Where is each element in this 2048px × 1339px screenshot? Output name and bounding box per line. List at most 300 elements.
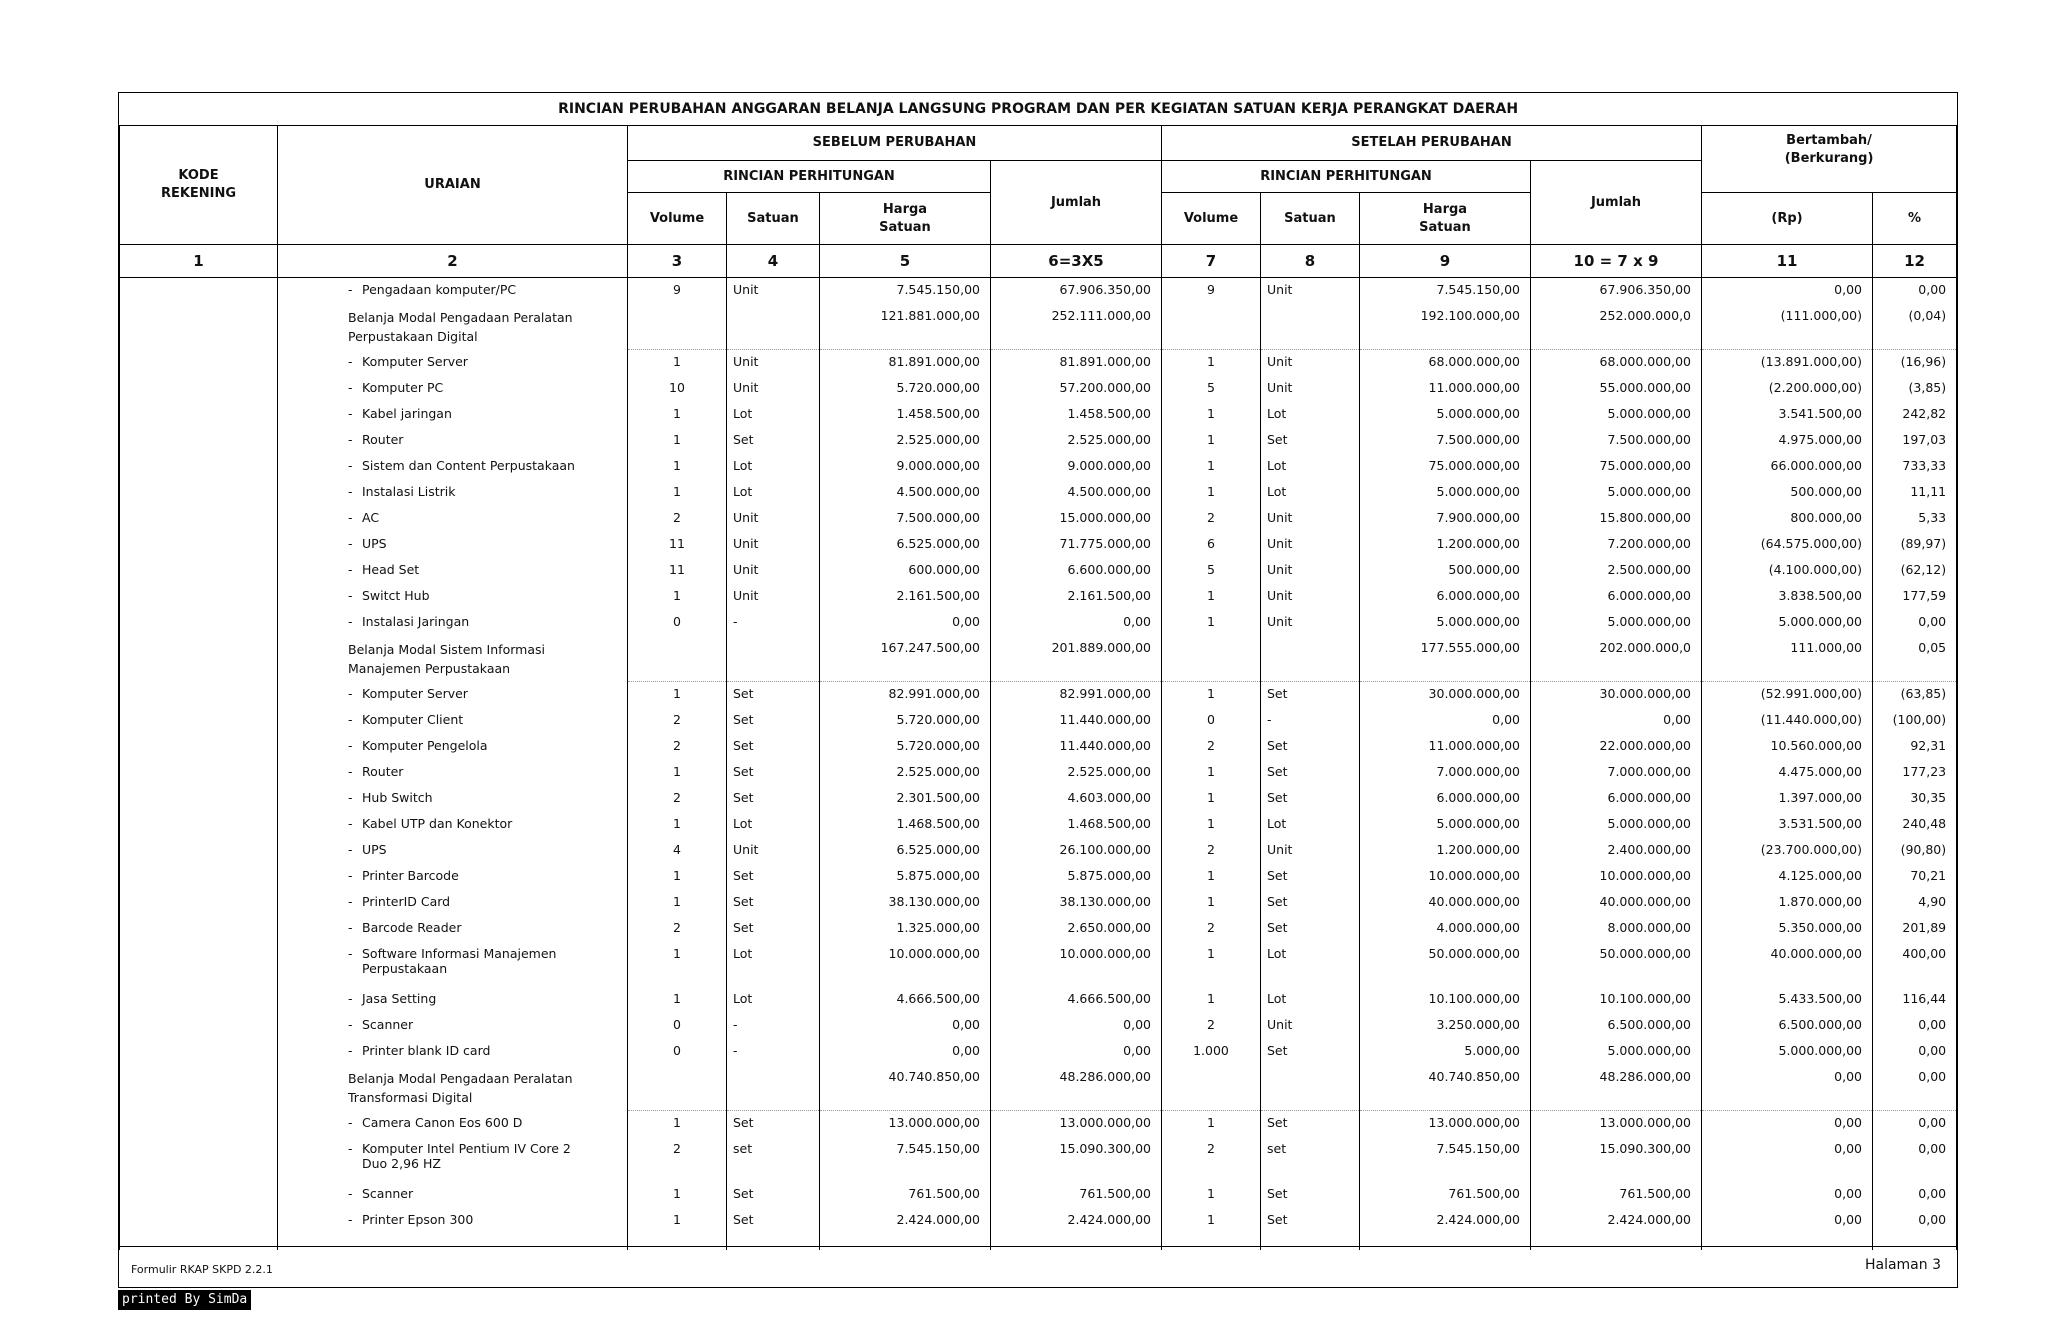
- harga-before-cell: 10.000.000,00: [820, 942, 991, 987]
- harga-before-cell: 5.720.000,00: [820, 734, 991, 760]
- group-label: Belanja Modal Pengadaan Peralatan Transformasi Digital: [348, 1071, 573, 1105]
- volume-after-cell: [1162, 636, 1261, 682]
- bullet-dash: -: [348, 894, 353, 909]
- uraian-cell: [278, 864, 628, 890]
- header-harga-setelah: Harga Satuan: [1360, 193, 1531, 245]
- satuan-before-cell: Unit: [727, 350, 820, 377]
- kode-cell: [120, 838, 278, 864]
- bullet-dash: -: [348, 380, 353, 395]
- table-body: [120, 278, 1957, 1251]
- satuan-after-cell: Lot: [1261, 454, 1360, 480]
- harga-before-cell: 0,00: [820, 610, 991, 636]
- table-row: [120, 610, 1957, 636]
- satuan-after-cell: Unit: [1261, 532, 1360, 558]
- bullet-dash: -: [348, 946, 353, 961]
- selisih-pct-cell: 177,59: [1873, 584, 1957, 610]
- volume-after-cell: 6: [1162, 532, 1261, 558]
- group-row: [120, 636, 1957, 682]
- kode-cell: [120, 1111, 278, 1138]
- uraian-cell: [278, 480, 628, 506]
- volume-after-cell: 1: [1162, 760, 1261, 786]
- satuan-before-cell: [727, 304, 820, 350]
- kode-cell: [120, 532, 278, 558]
- harga-before-cell: 6.525.000,00: [820, 838, 991, 864]
- volume-before-cell: 1: [628, 454, 727, 480]
- volume-before-cell: 1: [628, 760, 727, 786]
- uraian-cell: [278, 428, 628, 454]
- header-satuan-setelah: Satuan: [1261, 193, 1360, 245]
- satuan-after-cell: Lot: [1261, 942, 1360, 987]
- satuan-after-cell: [1261, 304, 1360, 350]
- bullet-dash: -: [348, 790, 353, 805]
- column-number: 9: [1360, 245, 1531, 278]
- uraian-cell: [278, 812, 628, 838]
- selisih-pct-cell: 0,00: [1873, 1013, 1957, 1039]
- jumlah-after-cell: 15.090.300,00: [1531, 1137, 1702, 1182]
- selisih-rp-cell: (4.100.000,00): [1702, 558, 1873, 584]
- bullet-dash: -: [348, 991, 353, 1006]
- volume-after-cell: 1: [1162, 428, 1261, 454]
- harga-after-cell: 50.000.000,00: [1360, 942, 1531, 987]
- item-label: Komputer Client: [362, 712, 464, 727]
- selisih-pct-cell: 0,00: [1873, 1182, 1957, 1208]
- jumlah-before-cell: 0,00: [991, 1039, 1162, 1065]
- jumlah-after-cell: 2.424.000,00: [1531, 1208, 1702, 1234]
- table-row: [120, 1039, 1957, 1065]
- kode-cell: [120, 1065, 278, 1111]
- selisih-pct-cell: 400,00: [1873, 942, 1957, 987]
- harga-after-cell: 761.500,00: [1360, 1182, 1531, 1208]
- bullet-dash: -: [348, 282, 353, 297]
- item-label: Printer Epson 300: [362, 1212, 474, 1227]
- volume-before-cell: 1: [628, 402, 727, 428]
- jumlah-before-cell: 26.100.000,00: [991, 838, 1162, 864]
- jumlah-before-cell: 6.600.000,00: [991, 558, 1162, 584]
- uraian-cell: [278, 304, 628, 350]
- jumlah-before-cell: 9.000.000,00: [991, 454, 1162, 480]
- harga-before-cell: 9.000.000,00: [820, 454, 991, 480]
- satuan-before-cell: Set: [727, 682, 820, 709]
- table-row: [120, 1182, 1957, 1208]
- satuan-before-cell: Lot: [727, 454, 820, 480]
- harga-before-cell: 6.525.000,00: [820, 532, 991, 558]
- harga-before-cell: 2.525.000,00: [820, 428, 991, 454]
- selisih-pct-cell: 0,05: [1873, 636, 1957, 682]
- selisih-pct-cell: 240,48: [1873, 812, 1957, 838]
- column-number: 10 = 7 x 9: [1531, 245, 1702, 278]
- harga-before-cell: 2.525.000,00: [820, 760, 991, 786]
- kode-cell: [120, 454, 278, 480]
- table-row: [120, 864, 1957, 890]
- satuan-after-cell: Unit: [1261, 506, 1360, 532]
- bullet-dash: -: [348, 432, 353, 447]
- satuan-before-cell: -: [727, 1039, 820, 1065]
- jumlah-before-cell: 4.603.000,00: [991, 786, 1162, 812]
- satuan-after-cell: Set: [1261, 1208, 1360, 1234]
- volume-after-cell: 2: [1162, 838, 1261, 864]
- uraian-cell: [278, 558, 628, 584]
- harga-before-cell: 7.545.150,00: [820, 1137, 991, 1182]
- kode-cell: [120, 636, 278, 682]
- satuan-after-cell: Set: [1261, 682, 1360, 709]
- harga-after-cell: 13.000.000,00: [1360, 1111, 1531, 1138]
- harga-after-cell: 7.545.150,00: [1360, 1137, 1531, 1182]
- satuan-after-cell: Unit: [1261, 558, 1360, 584]
- selisih-rp-cell: 5.000.000,00: [1702, 1039, 1873, 1065]
- harga-before-cell: 600.000,00: [820, 558, 991, 584]
- volume-before-cell: 0: [628, 610, 727, 636]
- harga-after-cell: 40.740.850,00: [1360, 1065, 1531, 1111]
- uraian-cell: [278, 350, 628, 377]
- table-row: [120, 734, 1957, 760]
- selisih-pct-cell: 116,44: [1873, 987, 1957, 1013]
- table-row: [120, 760, 1957, 786]
- volume-after-cell: 1: [1162, 682, 1261, 709]
- header-sebelum: SEBELUM PERUBAHAN: [628, 126, 1162, 161]
- jumlah-after-cell: 5.000.000,00: [1531, 812, 1702, 838]
- volume-after-cell: 1: [1162, 454, 1261, 480]
- table-row: [120, 376, 1957, 402]
- jumlah-after-cell: 6.000.000,00: [1531, 584, 1702, 610]
- item-label: Kabel UTP dan Konektor: [362, 816, 513, 831]
- volume-before-cell: 2: [628, 708, 727, 734]
- column-number: 6=3X5: [991, 245, 1162, 278]
- selisih-pct-cell: 242,82: [1873, 402, 1957, 428]
- header-bertambah: Bertambah/ (Berkurang): [1702, 126, 1957, 193]
- bullet-dash: -: [348, 842, 353, 857]
- satuan-before-cell: [727, 636, 820, 682]
- satuan-before-cell: Set: [727, 428, 820, 454]
- jumlah-after-cell: 5.000.000,00: [1531, 1039, 1702, 1065]
- table-row: [120, 584, 1957, 610]
- kode-cell: [120, 402, 278, 428]
- kode-cell: [120, 610, 278, 636]
- kode-cell: [120, 1137, 278, 1182]
- kode-cell: [120, 428, 278, 454]
- harga-after-cell: 5.000.000,00: [1360, 402, 1531, 428]
- harga-before-cell: 2.424.000,00: [820, 1208, 991, 1234]
- header-volume-sebelum: Volume: [628, 193, 727, 245]
- selisih-rp-cell: 0,00: [1702, 278, 1873, 305]
- volume-after-cell: 1: [1162, 584, 1261, 610]
- volume-before-cell: 0: [628, 1013, 727, 1039]
- item-label: Hub Switch: [362, 790, 433, 805]
- satuan-after-cell: Unit: [1261, 278, 1360, 305]
- kode-cell: [120, 350, 278, 377]
- header-satuan-sebelum: Satuan: [727, 193, 820, 245]
- uraian-cell: [278, 1013, 628, 1039]
- group-label: Belanja Modal Sistem Informasi Manajemen Perpustakaan: [348, 642, 545, 676]
- uraian-cell: [278, 1208, 628, 1234]
- jumlah-before-cell: 81.891.000,00: [991, 350, 1162, 377]
- kode-cell: [120, 376, 278, 402]
- table-row: [120, 350, 1957, 377]
- satuan-after-cell: Set: [1261, 890, 1360, 916]
- harga-before-cell: 1.458.500,00: [820, 402, 991, 428]
- selisih-rp-cell: 3.531.500,00: [1702, 812, 1873, 838]
- selisih-rp-cell: (111.000,00): [1702, 304, 1873, 350]
- jumlah-before-cell: 4.666.500,00: [991, 987, 1162, 1013]
- table-row: [120, 558, 1957, 584]
- satuan-after-cell: Set: [1261, 760, 1360, 786]
- satuan-before-cell: Set: [727, 734, 820, 760]
- item-label: Instalasi Listrik: [362, 484, 456, 499]
- table-row: [120, 278, 1957, 305]
- jumlah-before-cell: 38.130.000,00: [991, 890, 1162, 916]
- selisih-pct-cell: 70,21: [1873, 864, 1957, 890]
- selisih-rp-cell: 3.541.500,00: [1702, 402, 1873, 428]
- selisih-rp-cell: 5.000.000,00: [1702, 610, 1873, 636]
- jumlah-after-cell: 5.000.000,00: [1531, 610, 1702, 636]
- harga-after-cell: 500.000,00: [1360, 558, 1531, 584]
- satuan-before-cell: Set: [727, 916, 820, 942]
- selisih-rp-cell: 0,00: [1702, 1111, 1873, 1138]
- satuan-after-cell: Lot: [1261, 480, 1360, 506]
- jumlah-before-cell: 1.458.500,00: [991, 402, 1162, 428]
- bullet-dash: -: [348, 353, 353, 369]
- satuan-before-cell: Set: [727, 1182, 820, 1208]
- volume-before-cell: 4: [628, 838, 727, 864]
- jumlah-after-cell: 67.906.350,00: [1531, 278, 1702, 305]
- bullet-dash: -: [348, 1212, 353, 1227]
- kode-cell: [120, 304, 278, 350]
- table-row: [120, 942, 1957, 987]
- selisih-pct-cell: 5,33: [1873, 506, 1957, 532]
- jumlah-after-cell: 7.200.000,00: [1531, 532, 1702, 558]
- volume-before-cell: 2: [628, 506, 727, 532]
- group-row: [120, 1065, 1957, 1111]
- harga-before-cell: 40.740.850,00: [820, 1065, 991, 1111]
- item-label: Camera Canon Eos 600 D: [362, 1114, 523, 1130]
- volume-before-cell: 2: [628, 1137, 727, 1182]
- header-pct: %: [1873, 193, 1957, 245]
- volume-after-cell: 1: [1162, 942, 1261, 987]
- harga-after-cell: 5.000,00: [1360, 1039, 1531, 1065]
- harga-after-cell: 2.424.000,00: [1360, 1208, 1531, 1234]
- selisih-rp-cell: 6.500.000,00: [1702, 1013, 1873, 1039]
- volume-before-cell: 0: [628, 1039, 727, 1065]
- selisih-rp-cell: 1.397.000,00: [1702, 786, 1873, 812]
- volume-before-cell: 1: [628, 1182, 727, 1208]
- volume-after-cell: 0: [1162, 708, 1261, 734]
- jumlah-before-cell: 15.090.300,00: [991, 1137, 1162, 1182]
- jumlah-after-cell: 7.000.000,00: [1531, 760, 1702, 786]
- volume-after-cell: 1: [1162, 350, 1261, 377]
- harga-after-cell: 68.000.000,00: [1360, 350, 1531, 377]
- item-label: Printer Barcode: [362, 868, 459, 883]
- volume-after-cell: 1.000: [1162, 1039, 1261, 1065]
- table-row: [120, 890, 1957, 916]
- table-row: [120, 428, 1957, 454]
- selisih-pct-cell: (100,00): [1873, 708, 1957, 734]
- selisih-pct-cell: 0,00: [1873, 1111, 1957, 1138]
- satuan-before-cell: Set: [727, 708, 820, 734]
- volume-after-cell: 1: [1162, 890, 1261, 916]
- jumlah-after-cell: 10.100.000,00: [1531, 987, 1702, 1013]
- jumlah-after-cell: 2.400.000,00: [1531, 838, 1702, 864]
- table-row: [120, 682, 1957, 709]
- selisih-rp-cell: (2.200.000,00): [1702, 376, 1873, 402]
- kode-cell: [120, 786, 278, 812]
- uraian-cell: [278, 942, 628, 987]
- kode-cell: [120, 916, 278, 942]
- volume-after-cell: 1: [1162, 987, 1261, 1013]
- selisih-rp-cell: (13.891.000,00): [1702, 350, 1873, 377]
- harga-before-cell: 4.500.000,00: [820, 480, 991, 506]
- harga-after-cell: 7.000.000,00: [1360, 760, 1531, 786]
- uraian-cell: [278, 454, 628, 480]
- table-row: [120, 708, 1957, 734]
- satuan-before-cell: Set: [727, 864, 820, 890]
- column-number: 3: [628, 245, 727, 278]
- jumlah-before-cell: 0,00: [991, 610, 1162, 636]
- satuan-before-cell: Set: [727, 1208, 820, 1234]
- header-rincian-sebelum: RINCIAN PERHITUNGAN: [628, 161, 991, 193]
- page-footer: [119, 1246, 1957, 1287]
- table-row: [120, 1111, 1957, 1138]
- item-label: Sistem dan Content Perpustakaan: [362, 458, 575, 473]
- satuan-before-cell: Unit: [727, 838, 820, 864]
- satuan-before-cell: Unit: [727, 558, 820, 584]
- item-label: Jasa Setting: [362, 991, 437, 1006]
- harga-after-cell: 1.200.000,00: [1360, 532, 1531, 558]
- bullet-dash: -: [348, 614, 353, 629]
- volume-after-cell: 1: [1162, 480, 1261, 506]
- volume-before-cell: 1: [628, 1111, 727, 1138]
- satuan-before-cell: set: [727, 1137, 820, 1182]
- table-row: [120, 506, 1957, 532]
- volume-before-cell: 1: [628, 682, 727, 709]
- selisih-pct-cell: 92,31: [1873, 734, 1957, 760]
- jumlah-after-cell: 50.000.000,00: [1531, 942, 1702, 987]
- harga-after-cell: 75.000.000,00: [1360, 454, 1531, 480]
- kode-cell: [120, 812, 278, 838]
- item-label: Barcode Reader: [362, 920, 462, 935]
- satuan-after-cell: Set: [1261, 916, 1360, 942]
- selisih-rp-cell: 3.838.500,00: [1702, 584, 1873, 610]
- jumlah-after-cell: 10.000.000,00: [1531, 864, 1702, 890]
- column-number: 1: [120, 245, 278, 278]
- uraian-cell: [278, 708, 628, 734]
- satuan-after-cell: Unit: [1261, 1013, 1360, 1039]
- selisih-pct-cell: 30,35: [1873, 786, 1957, 812]
- item-label: Instalasi Jaringan: [362, 614, 470, 629]
- item-label: Komputer Pengelola: [362, 738, 488, 753]
- harga-before-cell: 2.161.500,00: [820, 584, 991, 610]
- volume-after-cell: 2: [1162, 1137, 1261, 1182]
- jumlah-after-cell: 202.000.000,0: [1531, 636, 1702, 682]
- uraian-cell: [278, 838, 628, 864]
- volume-after-cell: [1162, 304, 1261, 350]
- harga-before-cell: 1.468.500,00: [820, 812, 991, 838]
- selisih-rp-cell: 0,00: [1702, 1208, 1873, 1234]
- jumlah-before-cell: 1.468.500,00: [991, 812, 1162, 838]
- table-row: [120, 454, 1957, 480]
- bullet-dash: -: [348, 484, 353, 499]
- kode-cell: [120, 942, 278, 987]
- kode-cell: [120, 584, 278, 610]
- item-label: AC: [362, 510, 380, 525]
- satuan-after-cell: -: [1261, 708, 1360, 734]
- harga-after-cell: 40.000.000,00: [1360, 890, 1531, 916]
- uraian-cell: [278, 584, 628, 610]
- satuan-before-cell: Set: [727, 890, 820, 916]
- satuan-after-cell: Set: [1261, 864, 1360, 890]
- header-jumlah-setelah: Jumlah: [1531, 161, 1702, 245]
- volume-before-cell: [628, 304, 727, 350]
- volume-after-cell: 2: [1162, 734, 1261, 760]
- harga-before-cell: 13.000.000,00: [820, 1111, 991, 1138]
- jumlah-after-cell: 0,00: [1531, 708, 1702, 734]
- item-label: Router: [362, 432, 404, 447]
- item-label: Kabel jaringan: [362, 406, 452, 421]
- volume-before-cell: 11: [628, 558, 727, 584]
- jumlah-before-cell: 10.000.000,00: [991, 942, 1162, 987]
- jumlah-before-cell: 2.525.000,00: [991, 760, 1162, 786]
- selisih-pct-cell: (16,96): [1873, 350, 1957, 377]
- uraian-cell: [278, 506, 628, 532]
- satuan-after-cell: set: [1261, 1137, 1360, 1182]
- header-uraian: URAIAN: [278, 126, 628, 245]
- uraian-cell: [278, 1111, 628, 1138]
- volume-after-cell: 1: [1162, 402, 1261, 428]
- uraian-cell: [278, 1065, 628, 1111]
- header-rp: (Rp): [1702, 193, 1873, 245]
- budget-table: [119, 93, 1957, 1250]
- jumlah-before-cell: 0,00: [991, 1013, 1162, 1039]
- jumlah-before-cell: 48.286.000,00: [991, 1065, 1162, 1111]
- harga-before-cell: 761.500,00: [820, 1182, 991, 1208]
- volume-before-cell: 2: [628, 734, 727, 760]
- jumlah-before-cell: 11.440.000,00: [991, 708, 1162, 734]
- selisih-rp-cell: 5.350.000,00: [1702, 916, 1873, 942]
- volume-after-cell: 1: [1162, 812, 1261, 838]
- selisih-rp-cell: (64.575.000,00): [1702, 532, 1873, 558]
- column-number: 7: [1162, 245, 1261, 278]
- document-title: RINCIAN PERUBAHAN ANGGARAN BELANJA LANGSUNG PROGRAM DAN PER KEGIATAN SATUAN KERJA PERANGKAT DAERAH: [120, 93, 1957, 126]
- item-label-cont: Duo 2,96 HZ: [362, 1156, 441, 1171]
- uraian-cell: [278, 532, 628, 558]
- selisih-rp-cell: 0,00: [1702, 1137, 1873, 1182]
- item-label-cont: Perpustakaan: [362, 961, 448, 976]
- harga-after-cell: 0,00: [1360, 708, 1531, 734]
- harga-after-cell: 192.100.000,00: [1360, 304, 1531, 350]
- harga-before-cell: 5.720.000,00: [820, 376, 991, 402]
- selisih-pct-cell: (90,80): [1873, 838, 1957, 864]
- jumlah-after-cell: 5.000.000,00: [1531, 480, 1702, 506]
- bullet-dash: -: [348, 510, 353, 525]
- uraian-cell: [278, 786, 628, 812]
- jumlah-before-cell: 82.991.000,00: [991, 682, 1162, 709]
- table-row: [120, 1013, 1957, 1039]
- selisih-rp-cell: 4.125.000,00: [1702, 864, 1873, 890]
- selisih-pct-cell: (3,85): [1873, 376, 1957, 402]
- kode-cell: [120, 708, 278, 734]
- selisih-pct-cell: (89,97): [1873, 532, 1957, 558]
- kode-cell: [120, 558, 278, 584]
- volume-before-cell: 1: [628, 890, 727, 916]
- uraian-cell: [278, 1182, 628, 1208]
- uraian-cell: [278, 1137, 628, 1182]
- selisih-pct-cell: 177,23: [1873, 760, 1957, 786]
- selisih-rp-cell: 10.560.000,00: [1702, 734, 1873, 760]
- jumlah-after-cell: 68.000.000,00: [1531, 350, 1702, 377]
- kode-cell: [120, 864, 278, 890]
- jumlah-before-cell: 761.500,00: [991, 1182, 1162, 1208]
- selisih-rp-cell: 0,00: [1702, 1065, 1873, 1111]
- item-label: Scanner: [362, 1017, 414, 1032]
- volume-before-cell: 11: [628, 532, 727, 558]
